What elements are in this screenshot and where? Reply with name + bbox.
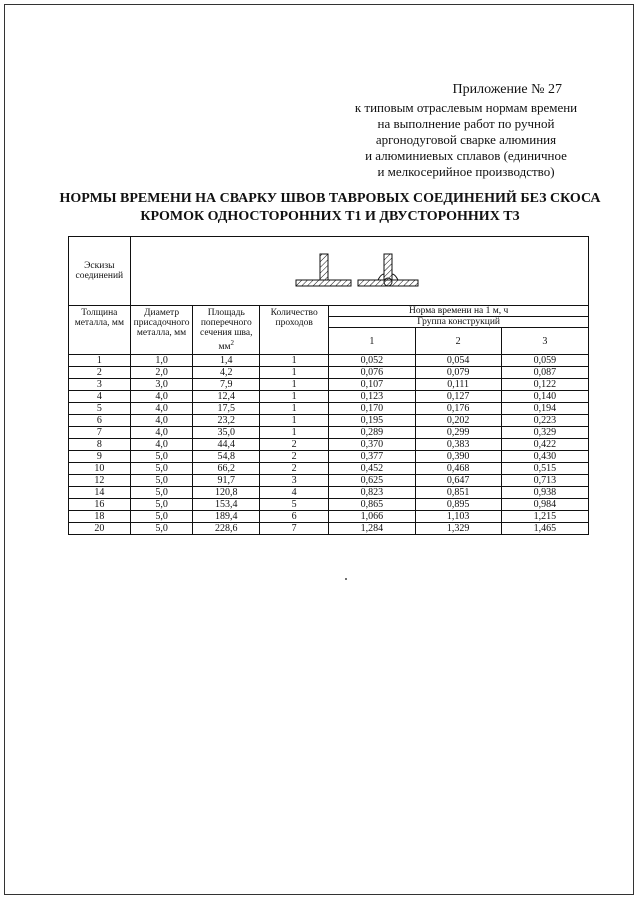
thickness-header-text: Толщина металла, мм — [74, 308, 124, 328]
table-cell: 17,5 — [193, 403, 260, 415]
table-cell: 228,6 — [193, 523, 260, 535]
table-cell: 0,647 — [415, 475, 501, 487]
group-header-text: Группа конструкций — [417, 317, 501, 327]
table-cell: 91,7 — [193, 475, 260, 487]
table-cell: 1 — [260, 391, 329, 403]
table-row — [69, 367, 589, 379]
table-cell: 0,390 — [415, 451, 501, 463]
table-cell: 16 — [69, 499, 131, 511]
table-row — [69, 463, 589, 475]
table-cell: 4 — [260, 487, 329, 499]
table-row — [69, 403, 589, 415]
table-cell: 7 — [260, 523, 329, 535]
table-cell: 0,713 — [501, 475, 588, 487]
table-cell: 0,895 — [415, 499, 501, 511]
table-cell: 0,289 — [329, 427, 415, 439]
table-cell: 0,329 — [501, 427, 588, 439]
table-cell: 1,284 — [329, 523, 415, 535]
table-cell: 5,0 — [130, 463, 193, 475]
table-cell: 1,215 — [501, 511, 588, 523]
table-cell: 1 — [260, 427, 329, 439]
table-cell: 2 — [260, 439, 329, 451]
table-cell: 0,452 — [329, 463, 415, 475]
group-2-header: 2 — [415, 328, 501, 355]
table-cell: 0,140 — [501, 391, 588, 403]
table-cell: 44,4 — [193, 439, 260, 451]
table-body — [69, 355, 589, 535]
table-cell: 4,0 — [130, 439, 193, 451]
table-row — [69, 427, 589, 439]
table-cell: 0,195 — [329, 415, 415, 427]
table-cell: 1,103 — [415, 511, 501, 523]
table-cell: 12,4 — [193, 391, 260, 403]
table-cell: 2,0 — [130, 367, 193, 379]
appendix-subtitle — [336, 100, 596, 180]
table-row — [69, 415, 589, 427]
table-row — [69, 499, 589, 511]
stray-dot — [345, 578, 347, 580]
table-cell: 4 — [69, 391, 131, 403]
table-cell: 7 — [69, 427, 131, 439]
table-cell: 1,0 — [130, 355, 193, 367]
table-cell: 0,223 — [501, 415, 588, 427]
table-row — [69, 439, 589, 451]
table-cell: 0,202 — [415, 415, 501, 427]
passes-header-text: Количество проходов — [270, 308, 318, 328]
group-1-header: 1 — [329, 328, 415, 355]
table-cell: 0,422 — [501, 439, 588, 451]
table-cell: 0,059 — [501, 355, 588, 367]
subtitle-line: и алюминиевых сплавов (единичное — [365, 148, 567, 163]
sketch-label: Эскизы соединений — [75, 261, 124, 281]
norms-table — [68, 236, 589, 535]
table-cell: 3 — [69, 379, 131, 391]
table-row — [69, 511, 589, 523]
table-cell: 5,0 — [130, 487, 193, 499]
table-cell: 0,122 — [501, 379, 588, 391]
table-cell: 0,087 — [501, 367, 588, 379]
appendix-label: Приложение № 27 — [452, 82, 562, 97]
table-cell: 1 — [260, 415, 329, 427]
table-cell: 0,370 — [329, 439, 415, 451]
area-header-text: Площадь поперечного сечения шва, мм — [200, 308, 253, 353]
table-cell: 0,176 — [415, 403, 501, 415]
table-cell: 10 — [69, 463, 131, 475]
table-row — [69, 487, 589, 499]
table-cell: 4,0 — [130, 427, 193, 439]
table-cell: 54,8 — [193, 451, 260, 463]
table-cell: 18 — [69, 511, 131, 523]
sketch-cell — [130, 237, 588, 306]
table-cell: 1 — [260, 379, 329, 391]
passes-header — [260, 306, 329, 355]
table-cell: 2 — [260, 463, 329, 475]
table-cell: 66,2 — [193, 463, 260, 475]
thickness-header — [69, 306, 131, 355]
table-row — [69, 379, 589, 391]
table-cell: 0,823 — [329, 487, 415, 499]
title-line: НОРМЫ ВРЕМЕНИ НА СВАРКУ ШВОВ ТАВРОВЫХ СОЕДИНЕНИЙ БЕЗ СКОСА — [59, 191, 601, 206]
subtitle-line: к типовым отраслевым нормам времени — [354, 100, 578, 115]
table-cell: 1,329 — [415, 523, 501, 535]
table-cell: 2 — [260, 451, 329, 463]
table-cell: 0,299 — [415, 427, 501, 439]
table-cell: 0,383 — [415, 439, 501, 451]
table-cell: 5,0 — [130, 451, 193, 463]
table-cell: 0,938 — [501, 487, 588, 499]
table-cell: 1 — [260, 403, 329, 415]
norm-header — [329, 306, 589, 317]
table-cell: 12 — [69, 475, 131, 487]
subtitle-line: и мелкосерийное производство) — [377, 164, 555, 179]
table-cell: 1,465 — [501, 523, 588, 535]
table-cell: 0,468 — [415, 463, 501, 475]
diameter-header-text: Диаметр присадочного металла, мм — [133, 308, 190, 338]
table-cell: 0,107 — [329, 379, 415, 391]
table-cell: 6 — [69, 415, 131, 427]
diameter-header — [130, 306, 193, 355]
area-header — [193, 306, 260, 355]
table-cell: 1,4 — [193, 355, 260, 367]
table-cell: 0,111 — [415, 379, 501, 391]
table-cell: 0,076 — [329, 367, 415, 379]
table-cell: 4,0 — [130, 415, 193, 427]
table-cell: 0,865 — [329, 499, 415, 511]
sketch-label-cell — [69, 237, 131, 306]
group-header — [329, 317, 589, 328]
table-cell: 4,2 — [193, 367, 260, 379]
table-cell: 4,0 — [130, 391, 193, 403]
table-cell: 5 — [260, 499, 329, 511]
table-cell: 1,066 — [329, 511, 415, 523]
table-cell: 3,0 — [130, 379, 193, 391]
table-cell: 189,4 — [193, 511, 260, 523]
table-cell: 0,851 — [415, 487, 501, 499]
table-cell: 23,2 — [193, 415, 260, 427]
table-cell: 0,079 — [415, 367, 501, 379]
table-cell: 2 — [69, 367, 131, 379]
group-3-header: 3 — [501, 328, 588, 355]
table-row — [69, 475, 589, 487]
table-cell: 35,0 — [193, 427, 260, 439]
table-cell: 0,515 — [501, 463, 588, 475]
table-cell: 0,194 — [501, 403, 588, 415]
norm-header-text: Норма времени на 1 м, ч — [408, 306, 509, 316]
table-cell: 120,8 — [193, 487, 260, 499]
table-cell: 0,170 — [329, 403, 415, 415]
title-line: КРОМОК ОДНОСТОРОННИХ Т1 И ДВУСТОРОННИХ Т3 — [140, 209, 520, 224]
table-cell: 5,0 — [130, 499, 193, 511]
table-cell: 0,984 — [501, 499, 588, 511]
table-cell: 5,0 — [130, 475, 193, 487]
table-row — [69, 451, 589, 463]
joint-sketches-icon — [294, 248, 424, 294]
table-cell: 6 — [260, 511, 329, 523]
table-cell: 5,0 — [130, 523, 193, 535]
table-row — [69, 355, 589, 367]
table-cell: 153,4 — [193, 499, 260, 511]
table-cell: 1 — [260, 367, 329, 379]
table-cell: 4,0 — [130, 403, 193, 415]
table-cell: 1 — [69, 355, 131, 367]
subtitle-line: на выполнение работ по ручной — [377, 116, 555, 131]
table-cell: 14 — [69, 487, 131, 499]
table-cell: 8 — [69, 439, 131, 451]
table-cell: 9 — [69, 451, 131, 463]
table-cell: 0,430 — [501, 451, 588, 463]
table-cell: 0,377 — [329, 451, 415, 463]
document-title — [50, 190, 610, 226]
table-cell: 0,625 — [329, 475, 415, 487]
table-cell: 0,127 — [415, 391, 501, 403]
table-cell: 0,123 — [329, 391, 415, 403]
table-row — [69, 391, 589, 403]
table-cell: 5,0 — [130, 511, 193, 523]
table-cell: 20 — [69, 523, 131, 535]
table-row — [69, 523, 589, 535]
area-unit-superscript: 2 — [230, 339, 235, 347]
table-cell: 1 — [260, 355, 329, 367]
table-cell: 5 — [69, 403, 131, 415]
table-cell: 0,052 — [329, 355, 415, 367]
table-cell: 7,9 — [193, 379, 260, 391]
table-cell: 0,054 — [415, 355, 501, 367]
table-cell: 3 — [260, 475, 329, 487]
subtitle-line: аргонодуговой сварке алюминия — [375, 132, 557, 147]
